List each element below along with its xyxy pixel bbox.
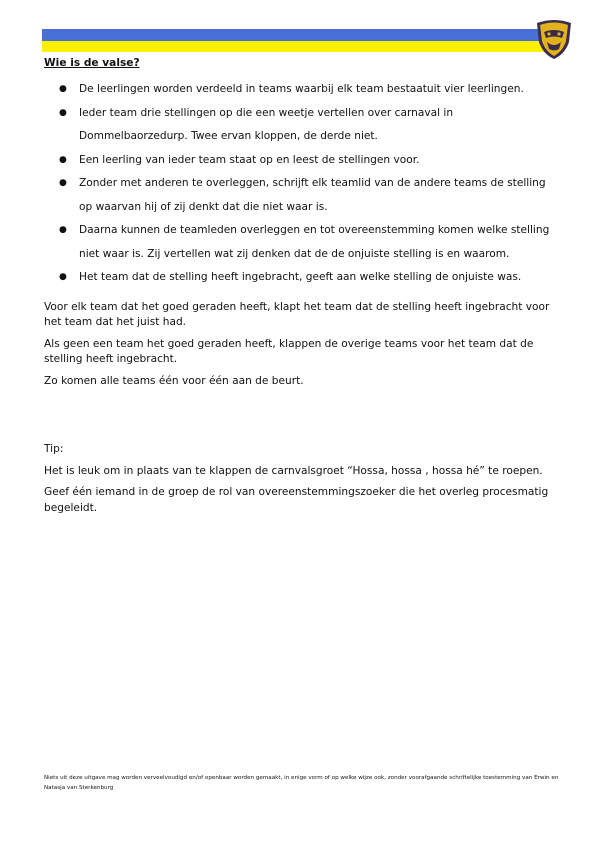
bullet-icon: ● — [59, 178, 67, 188]
paragraph: Voor elk team dat het goed geraden heeft, klapt het team dat de stelling heeft ingebracht voor het team dat het juist had. — [44, 300, 550, 328]
bullet-icon: ● — [59, 225, 67, 235]
list-item: ● Het team dat de stelling heeft ingebracht, geeft aan welke stelling de onjuiste was. — [44, 266, 559, 290]
tip-line: Geef één iemand in de groep de rol van overeenstemmingszoeker die het overleg procesmatig begeleidt. — [44, 486, 549, 514]
copyright-footer: Niets uit deze uitgave mag worden verveelvoudigd en/of openbaar worden gemaakt, in enige vorm of op welke wijze ook, zonder voorafgaande schriftelijke toestemming van Erwin en Natasja van Sterkenburg — [44, 775, 559, 791]
bullet-icon: ● — [59, 107, 67, 118]
list-item: ● Zonder met anderen te overleggen, schrijft elk teamlid van de andere teams de stelling op waarvan hij of zij denkt dat die niet waar is. — [44, 172, 559, 219]
tip-line: Het is leuk om in plaats van te klappen de carnvalsgroet “Hossa, hossa , hossa hé” te roepen. — [44, 464, 543, 477]
rules-list — [44, 78, 559, 290]
list-item: ● Daarna kunnen de teamleden overleggen en tot overeenstemming komen welke stelling niet waar is. Zij vertellen wat zij denken dat de de onjuiste stelling is en waarom. — [44, 219, 559, 266]
carnival-shield-logo-icon — [535, 18, 573, 60]
tip-label: Tip: — [44, 443, 64, 455]
list-item: ● De leerlingen worden verdeeld in teams waarbij elk team bestaatuit vier leerlingen. — [44, 78, 559, 102]
bullet-icon: ● — [59, 154, 67, 165]
paragraph: Als geen een team het goed geraden heeft, klappen de overige teams voor het team dat de stelling heeft ingebracht. — [44, 337, 534, 365]
list-item: ● Ieder team drie stellingen op die een weetje vertellen over carnaval in Dommelbaorzedurp. Twee ervan kloppen, de derde niet. — [44, 102, 559, 149]
paragraph: Zo komen alle teams één voor één aan de beurt. — [44, 374, 304, 387]
bullet-icon: ● — [59, 272, 67, 282]
bullet-icon: ● — [59, 84, 67, 94]
list-item: ● Een leerling van ieder team staat op en leest de stellingen voor. — [44, 149, 559, 173]
header-band-yellow — [42, 41, 552, 52]
main-content — [44, 56, 559, 516]
header-band-blue — [42, 29, 552, 41]
page-title: Wie is de valse? — [44, 57, 140, 69]
